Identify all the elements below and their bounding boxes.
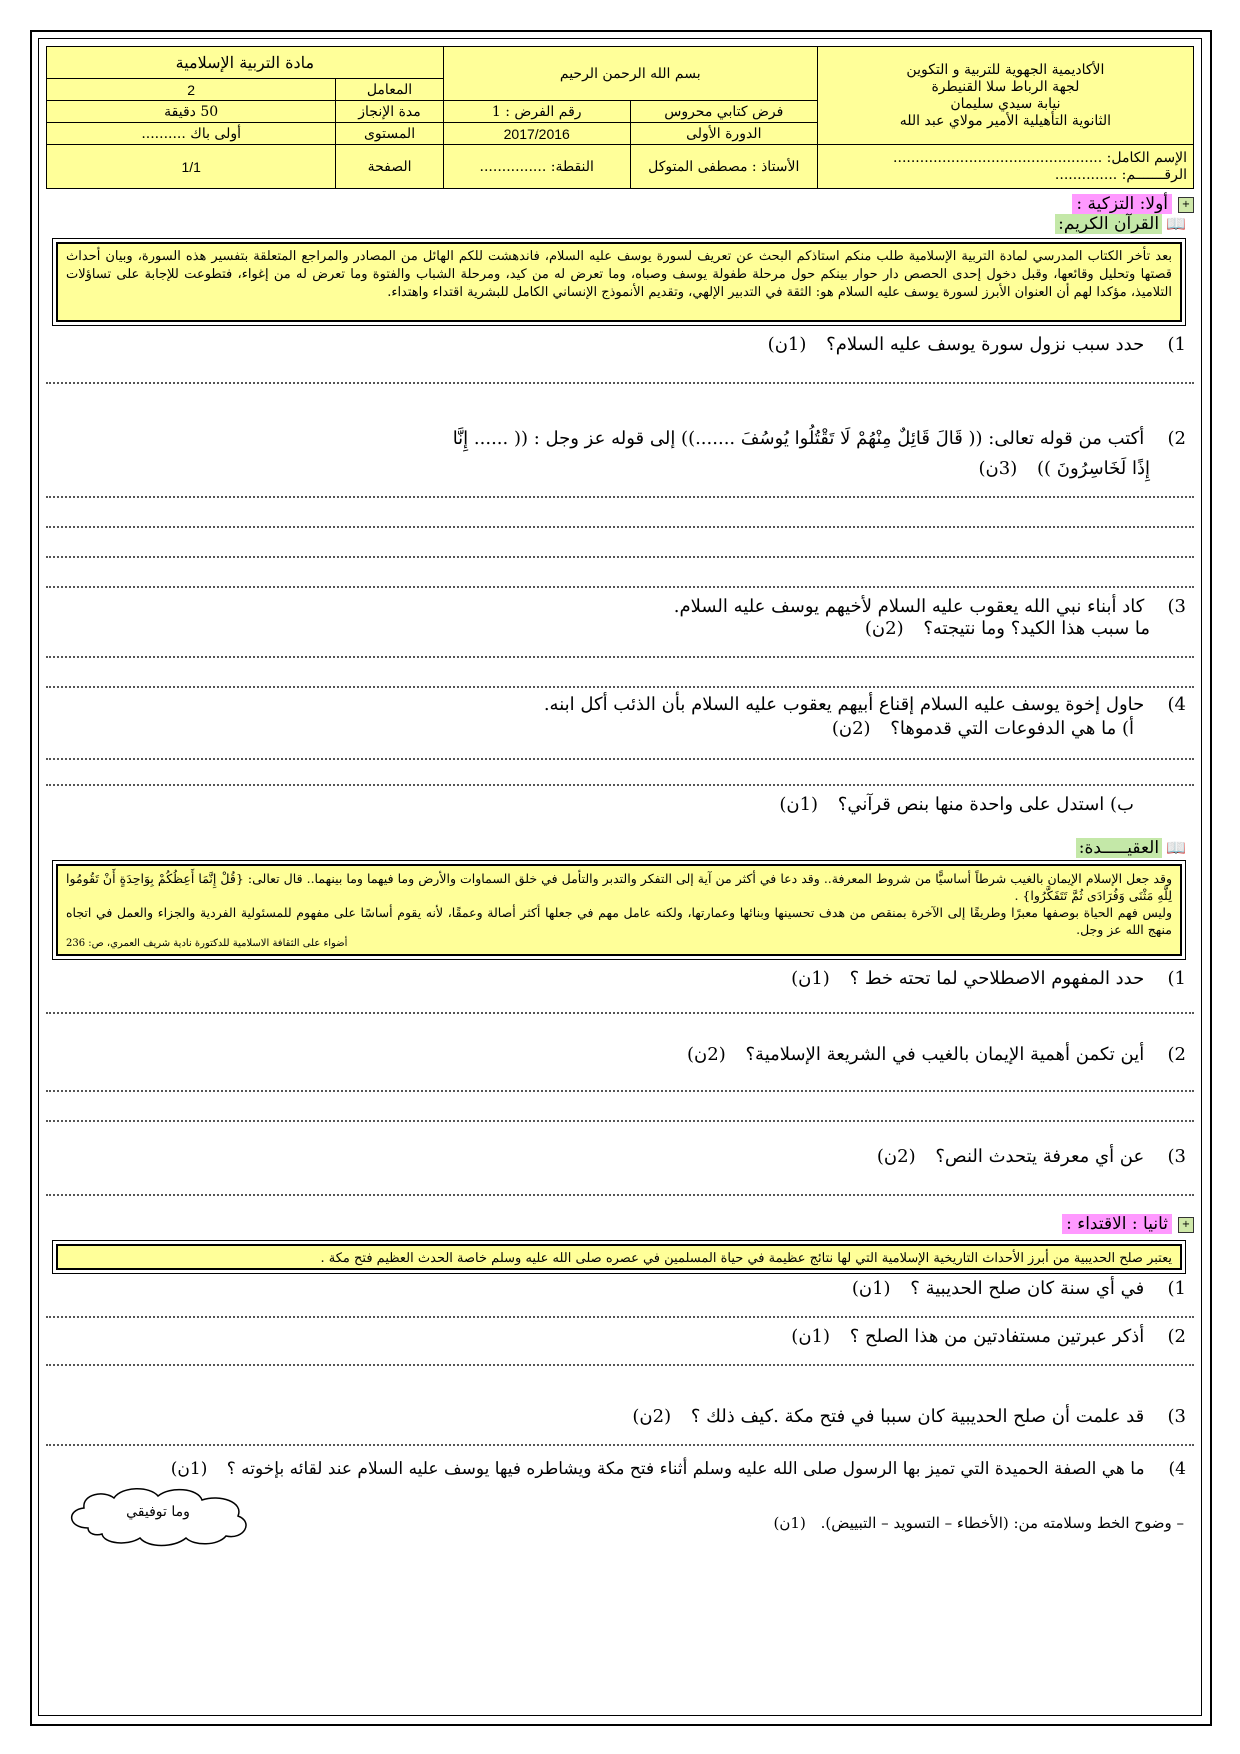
section2-title: +ثانيا : الاقتداء :	[1062, 1214, 1194, 1234]
quran-q1: 1) حدد سبب نزول سورة يوسف عليه السلام؟ (1ن)	[767, 334, 1186, 355]
quran-q3-cont: ما سبب هذا الكيد؟ وما نتيجته؟ (2ن)	[864, 618, 1150, 639]
header-table	[46, 46, 1194, 189]
aqida-q3: 3) عن أي معرفة يتحدث النص؟ (2ن)	[876, 1146, 1186, 1167]
academy-name: الأكاديمية الجهوية للتربية و التكوين	[906, 61, 1105, 78]
answer-line[interactable]	[46, 1012, 1194, 1014]
level-label: المستوى	[336, 123, 443, 145]
book-icon: 📖	[1166, 214, 1186, 233]
iqtida-q1: 1) في أي سنة كان صلح الحديبية ؟ (1ن)	[851, 1278, 1186, 1299]
section-bullet-icon: +	[1178, 1217, 1194, 1233]
page-value: 1/1	[47, 145, 336, 189]
aqida-q1: 1) حدد المفهوم الاصطلاحي لما تحته خط ؟ (1ن)	[791, 968, 1186, 989]
answer-line[interactable]	[46, 1444, 1194, 1446]
level-value: أولى باك ..........	[47, 123, 336, 145]
aqida-text: وقد جعل الإسلام الإيمان بالغيب شرطاً أساسيًّا من شروط المعرفة.. وقد دعا في أكثر من آية إلى التفكر والتدبر والتأمل في خلق السماوات والأرض وما فيهما وما بينهما.. قال تعالى: {قُلْ إِنَّمَا أَعِظُكُمْ بِوَاحِدَةٍ أَنْ تَقُومُوا لِلَّهِ مَثْنَى وَفُرَادَى ثُمَّ تَتَفَكَّرُوا} . وليس فهم الحياة بوصفها معبرًا وطريقًا إلى الآخرة بمنقص من هدف تحسينها وبنائها وعمارتها، ولكنه عامل مهم في جعلها أكثر أصالة وعمقًا، لأنه يقوم أساسًا على مفهوم للمسئولية الفردية والجزاء والعمل في اتجاه منهج الله عز وجل. أضواء على الثقافة الاسلامية للدكتورة نادية شريف العمري، ص: 236	[56, 864, 1182, 956]
page-label: الصفحة	[336, 145, 443, 189]
answer-line[interactable]	[46, 1316, 1194, 1318]
closing-cloud	[58, 1482, 258, 1550]
answer-line[interactable]	[46, 1364, 1194, 1366]
subject-name: مادة التربية الإسلامية	[47, 47, 444, 79]
handwriting-note: – وضوح الخط وسلامته من: (الأخطاء – التسويد – التبييض). (1ن)	[773, 1514, 1184, 1532]
answer-line[interactable]	[46, 496, 1194, 498]
answer-line[interactable]	[46, 784, 1194, 786]
answer-line[interactable]	[46, 382, 1194, 384]
aqida-q2: 2) أين تكمن أهمية الإيمان بالغيب في الشريعة الإسلامية؟ (2ن)	[687, 1044, 1186, 1065]
quran-q4b: ب) استدل على واحدة منها بنص قرآني؟ (1ن)	[779, 794, 1134, 815]
answer-line[interactable]	[46, 586, 1194, 588]
exam-number: رقم الفرض : 1	[443, 101, 630, 123]
name-field[interactable]: الإسم الكامل: ...............................................	[893, 149, 1187, 166]
answer-line[interactable]	[46, 1090, 1194, 1092]
quran-q3: 3) كاد أبناء نبي الله يعقوب عليه السلام لأخيهم يوسف عليه السلام.	[673, 596, 1186, 617]
answer-line[interactable]	[46, 1194, 1194, 1196]
cloud-text: وما توفيقي	[126, 1504, 190, 1520]
iqtida-context-text: يعتبر صلح الحديبية من أبرز الأحداث التاريخية الإسلامية التي لها نتائج عظيمة في حياة المسلمين في عصره صلى الله عليه وسلم خاصة الحدث العظيم فتح مكة .	[56, 1244, 1182, 1270]
duration-value: 50 دقيقة	[47, 101, 336, 123]
school-name: الثانوية التأهيلية الأمير مولاي عبد الله	[899, 112, 1112, 129]
quran-q4: 4) حاول إخوة يوسف عليه السلام إقناع أبيهم يعقوب عليه السلام بأن الذئب أكل ابنه.	[543, 694, 1186, 715]
answer-line[interactable]	[46, 656, 1194, 658]
school-info	[817, 47, 1193, 145]
answer-line[interactable]	[46, 1120, 1194, 1122]
coef-value: 2	[47, 79, 336, 101]
school-year: 2017/2016	[443, 123, 630, 145]
teacher-name: الأستاذ : مصطفى المتوكل	[630, 145, 817, 189]
exam-type: فرض كتابي محروس	[630, 101, 817, 123]
quran-label: 📖القرآن الكريم:	[1055, 214, 1186, 234]
aqida-label: 📖العقيـــــدة:	[1076, 838, 1186, 858]
answer-line[interactable]	[46, 758, 1194, 760]
answer-line[interactable]	[46, 556, 1194, 558]
quran-context-text: بعد تأخر الكتاب المدرسي لمادة التربية الإسلامية طلب منكم استاذكم البحث عن تعريف لسورة يوسف عليه السلام، فاندهشت للكم الهائل من المصادر والمراجع المتعلقة بتفسير هذه السورة، وبيان أحداث قصتها وتحليل وقائعها، وقبل دخول إحدى الحصص دار حوار بينكم حول مرحلة طفولة يوسف وصباه، وما تعرض له من كيد، ومرحلة الشباب والفتوة وما تعرض له من إغواء، فتطوعت للإجابة على تساؤلات التلاميذ، مؤكدا لهم أن العنوان الأبرز لسورة يوسف عليه السلام هو: الثقة في التدبير الإلهي، وتقديم الأنموذج الإنساني الكامل للبشرية اقتداء واهتداء.	[56, 242, 1182, 322]
section-bullet-icon: +	[1178, 197, 1194, 213]
basmala: بسم الله الرحمن الرحيم	[443, 47, 817, 101]
region-name: لجهة الرباط سلا القنيطرة	[931, 78, 1080, 95]
student-fields	[817, 145, 1193, 189]
exam-page	[46, 46, 1194, 1706]
aqida-source: أضواء على الثقافة الاسلامية للدكتورة نادية شريف العمري، ص: 236	[66, 938, 348, 949]
book-icon: 📖	[1166, 838, 1186, 857]
number-field[interactable]: الرقـــــــم: ..............	[1054, 166, 1187, 183]
quran-q2: 2) أكتب من قوله تعالى: (( قَالَ قَائِلٌ مِنْهُمْ لَا تَقْتُلُوا يُوسُفَ .......)) إلى قوله عز وجل : (( ...... إِنَّا	[452, 428, 1186, 449]
iqtida-q2: 2) أذكر عبرتين مستفادتين من هذا الصلح ؟ (1ن)	[791, 1326, 1186, 1347]
quran-q2-cont: إِذًا لَخَاسِرُونَ )) (3ن)	[978, 458, 1150, 479]
answer-line[interactable]	[46, 686, 1194, 688]
directorate-name: نيابة سيدي سليمان	[950, 95, 1061, 112]
iqtida-q4: 4) ما هي الصفة الحميدة التي تميز بها الرسول صلى الله عليه وسلم أثناء فتح مكة ويشاطره فيها يوسف عليه السلام عند لقائه بإخوته ؟ (1ن)	[170, 1459, 1186, 1479]
duration-label: مدة الإنجاز	[336, 101, 443, 123]
grade-field[interactable]: النقطة: ...............	[443, 145, 630, 189]
semester: الدورة الأولى	[630, 123, 817, 145]
answer-line[interactable]	[46, 526, 1194, 528]
iqtida-q3: 3) قد علمت أن صلح الحديبية كان سببا في فتح مكة .كيف ذلك ؟ (2ن)	[632, 1406, 1186, 1427]
coef-label: المعامل	[336, 79, 443, 101]
section1-title: +أولا: التزكية :	[1072, 194, 1194, 214]
quran-q4a: أ) ما هي الدفوعات التي قدموها؟ (2ن)	[831, 718, 1134, 739]
